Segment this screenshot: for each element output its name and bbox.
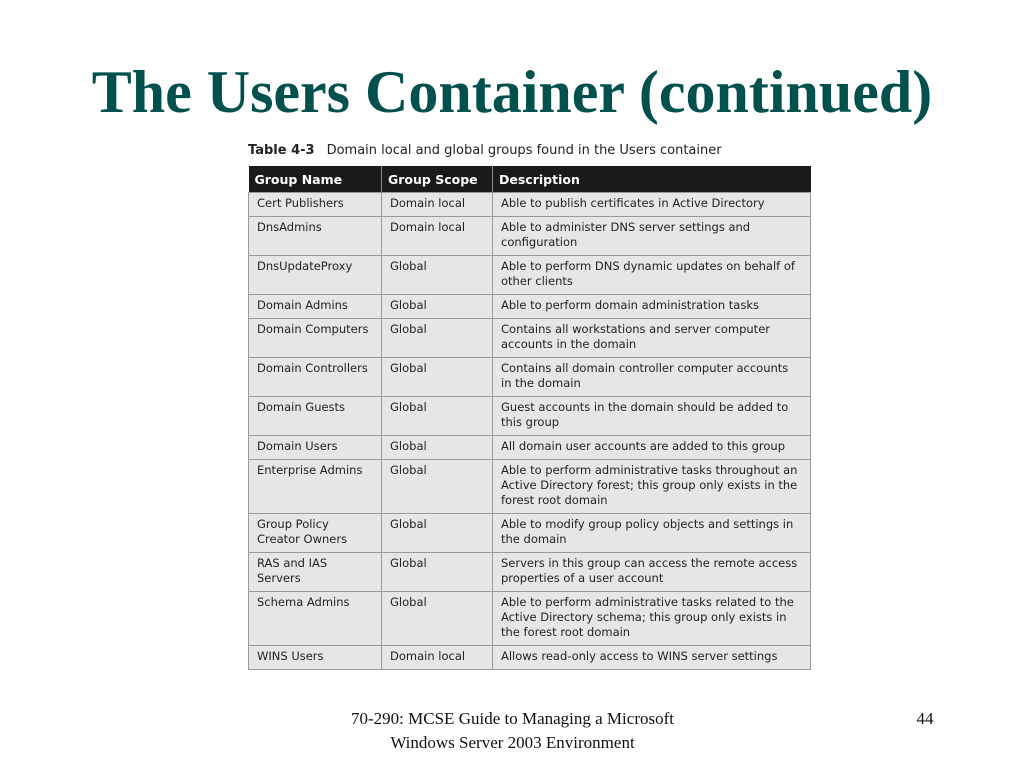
group-name-cell: Domain Computers (249, 319, 382, 358)
header-group-scope: Group Scope (382, 166, 493, 193)
group-scope-cell: Global (382, 397, 493, 436)
group-name-cell: Domain Guests (249, 397, 382, 436)
group-name-cell: Enterprise Admins (249, 460, 382, 514)
table-caption (248, 143, 722, 158)
group-scope-cell: Domain local (382, 193, 493, 217)
table-row (249, 358, 811, 397)
table-row (249, 295, 811, 319)
description-cell: Allows read-only access to WINS server settings (493, 646, 811, 670)
group-name-cell: DnsAdmins (249, 217, 382, 256)
table-row (249, 256, 811, 295)
group-name-cell: Schema Admins (249, 592, 382, 646)
header-group-name: Group Name (249, 166, 382, 193)
group-scope-cell: Global (382, 460, 493, 514)
page-number: 44 (916, 709, 934, 728)
slide-footer (270, 707, 755, 755)
description-cell: Able to perform DNS dynamic updates on behalf of other clients (493, 256, 811, 295)
group-scope-cell: Global (382, 295, 493, 319)
description-cell: Contains all domain controller computer accounts in the domain (493, 358, 811, 397)
group-scope-cell: Global (382, 358, 493, 397)
description-cell: Servers in this group can access the remote access properties of a user account (493, 553, 811, 592)
table-row (249, 514, 811, 553)
group-name-cell: WINS Users (249, 646, 382, 670)
description-cell: Contains all workstations and server computer accounts in the domain (493, 319, 811, 358)
table-row (249, 397, 811, 436)
footer-line-1: 70-290: MCSE Guide to Managing a Microsoft (351, 709, 674, 728)
group-name-cell: Group Policy Creator Owners (249, 514, 382, 553)
table-row (249, 193, 811, 217)
group-scope-cell: Global (382, 553, 493, 592)
description-cell: All domain user accounts are added to this group (493, 436, 811, 460)
description-cell: Able to perform domain administration tasks (493, 295, 811, 319)
table-row (249, 436, 811, 460)
group-scope-cell: Global (382, 436, 493, 460)
table-row (249, 592, 811, 646)
group-name-cell: Cert Publishers (249, 193, 382, 217)
group-scope-cell: Global (382, 514, 493, 553)
group-scope-cell: Global (382, 592, 493, 646)
table-row (249, 553, 811, 592)
table-header-row (249, 166, 811, 193)
description-cell: Able to administer DNS server settings and configuration (493, 217, 811, 256)
description-cell: Able to modify group policy objects and settings in the domain (493, 514, 811, 553)
table-row (249, 217, 811, 256)
group-scope-cell: Domain local (382, 646, 493, 670)
description-cell: Able to publish certificates in Active Directory (493, 193, 811, 217)
group-name-cell: Domain Admins (249, 295, 382, 319)
description-cell: Able to perform administrative tasks related to the Active Directory schema; this group only exists in the forest root domain (493, 592, 811, 646)
table-row (249, 646, 811, 670)
group-name-cell: RAS and IAS Servers (249, 553, 382, 592)
header-description: Description (493, 166, 811, 193)
footer-line-2: Windows Server 2003 Environment (390, 733, 635, 752)
description-cell: Able to perform administrative tasks throughout an Active Directory forest; this group only exists in the forest root domain (493, 460, 811, 514)
group-name-cell: Domain Controllers (249, 358, 382, 397)
group-name-cell: Domain Users (249, 436, 382, 460)
table-row (249, 319, 811, 358)
table-number: Table 4-3 (248, 143, 315, 158)
table-row (249, 460, 811, 514)
group-name-cell: DnsUpdateProxy (249, 256, 382, 295)
slide-title: The Users Container (continued) (91, 59, 933, 125)
group-scope-cell: Domain local (382, 217, 493, 256)
group-scope-cell: Global (382, 319, 493, 358)
description-cell: Guest accounts in the domain should be added to this group (493, 397, 811, 436)
groups-table (248, 166, 811, 670)
table-caption-text: Domain local and global groups found in the Users container (326, 143, 722, 158)
group-scope-cell: Global (382, 256, 493, 295)
